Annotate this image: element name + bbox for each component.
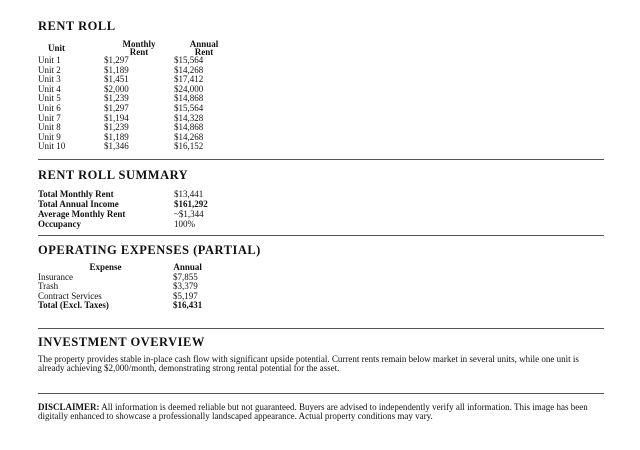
table-row (38, 85, 234, 95)
annual-rent-cell: $17,412 (174, 74, 204, 85)
summary-row (38, 189, 208, 199)
expenses-title: OPERATING EXPENSES (PARTIAL) (38, 243, 261, 257)
summary-label: Total Monthly Rent (38, 189, 114, 199)
summary-table (38, 189, 208, 229)
summary-value: 100% (174, 219, 195, 229)
table-row (38, 123, 234, 133)
annual-rent-cell: $15,564 (174, 55, 204, 65)
unit-cell: Unit 3 (38, 74, 61, 85)
header-annual-line2: Rent (194, 47, 214, 57)
annual-rent-cell: $15,564 (174, 102, 204, 113)
expense-value: $3,379 (173, 281, 198, 292)
unit-cell: Unit 10 (38, 141, 66, 152)
expense-value: $16,431 (173, 300, 203, 311)
table-row (38, 56, 234, 66)
annual-rent-cell: $14,868 (174, 93, 204, 104)
unit-cell: Unit 9 (38, 131, 61, 142)
summary-value: $161,292 (174, 199, 208, 209)
unit-cell: Unit 8 (38, 122, 61, 133)
expense-label: Total (Excl. Taxes) (38, 300, 109, 311)
unit-cell: Unit 6 (38, 102, 61, 113)
unit-cell: Unit 2 (38, 64, 61, 75)
overview-title: INVESTMENT OVERVIEW (38, 335, 205, 349)
table-row (38, 94, 234, 104)
disclaimer (38, 403, 604, 422)
monthly-rent-cell: $1,297 (104, 102, 129, 113)
unit-cell: Unit 7 (38, 112, 61, 123)
annual-rent-cell: $14,268 (174, 64, 204, 75)
monthly-rent-cell: $1,239 (104, 122, 129, 133)
header-monthly-line1: Monthly (122, 39, 156, 49)
annual-rent-cell: $14,868 (174, 122, 204, 133)
unit-cell: Unit 1 (38, 55, 61, 65)
expense-value: $5,197 (173, 290, 198, 301)
summary-row (38, 219, 208, 229)
monthly-rent-cell: $1,189 (104, 131, 129, 142)
summary-label: Average Monthly Rent (38, 209, 126, 219)
disclaimer-label: DISCLAIMER: (38, 402, 100, 412)
header-annual-line1: Annual (189, 39, 219, 49)
rent-roll-body (38, 56, 234, 152)
header-annual: Annual (173, 262, 202, 272)
expenses-body (38, 273, 202, 311)
table-row (38, 142, 234, 152)
overview-text: The property provides stable in-place cash flow with significant upside potential. Current rents remain below market in several units, while one unit is already achieving $2,000/month, demonstrating strong rental potential for the asset. (38, 354, 579, 374)
summary-label: Total Annual Income (38, 199, 119, 209)
header-expense: Expense (89, 262, 122, 272)
divider (38, 235, 604, 236)
table-row (38, 104, 234, 114)
expense-label: Trash (38, 281, 59, 292)
expense-label: Contract Services (38, 290, 102, 301)
monthly-rent-cell: $1,194 (104, 112, 129, 123)
summary-body (38, 189, 208, 229)
summary-title: RENT ROLL SUMMARY (38, 168, 189, 182)
monthly-rent-cell: $1,189 (104, 64, 129, 75)
table-row (38, 66, 234, 76)
monthly-rent-cell: $1,297 (104, 55, 129, 65)
annual-rent-cell: $14,268 (174, 131, 204, 142)
table-row (38, 114, 234, 124)
expense-label: Insurance (38, 271, 73, 282)
monthly-rent-cell: $1,451 (104, 74, 129, 85)
unit-cell: Unit 5 (38, 93, 61, 104)
summary-value: $13,441 (174, 189, 204, 199)
annual-rent-cell: $24,000 (174, 83, 204, 94)
summary-value: ~$1,344 (174, 209, 204, 219)
annual-rent-cell: $16,152 (174, 141, 204, 152)
expenses-table (38, 263, 202, 311)
rent-roll-title: RENT ROLL (38, 19, 116, 33)
disclaimer-text: All information is deemed reliable but not guaranteed. Buyers are advised to independently verify all information. This image has been digitally enhanced to showcase a professionally landscaped appearance. Actual property conditions may vary. (38, 402, 588, 422)
monthly-rent-cell: $1,239 (104, 93, 129, 104)
divider (38, 159, 604, 160)
unit-cell: Unit 4 (38, 83, 61, 94)
divider (38, 328, 604, 329)
expenses-total-row (38, 301, 202, 311)
table-row (38, 75, 234, 85)
rent-roll-table (38, 40, 234, 152)
annual-rent-cell: $14,328 (174, 112, 204, 123)
monthly-rent-cell: $2,000 (104, 83, 129, 94)
expense-value: $7,855 (173, 271, 198, 282)
monthly-rent-cell: $1,346 (104, 141, 129, 152)
table-row (38, 133, 234, 143)
header-unit: Unit (48, 43, 66, 53)
summary-row (38, 199, 208, 209)
summary-label: Occupancy (38, 219, 82, 229)
header-monthly-line2: Rent (129, 47, 149, 57)
divider (38, 393, 604, 394)
summary-row (38, 209, 208, 219)
